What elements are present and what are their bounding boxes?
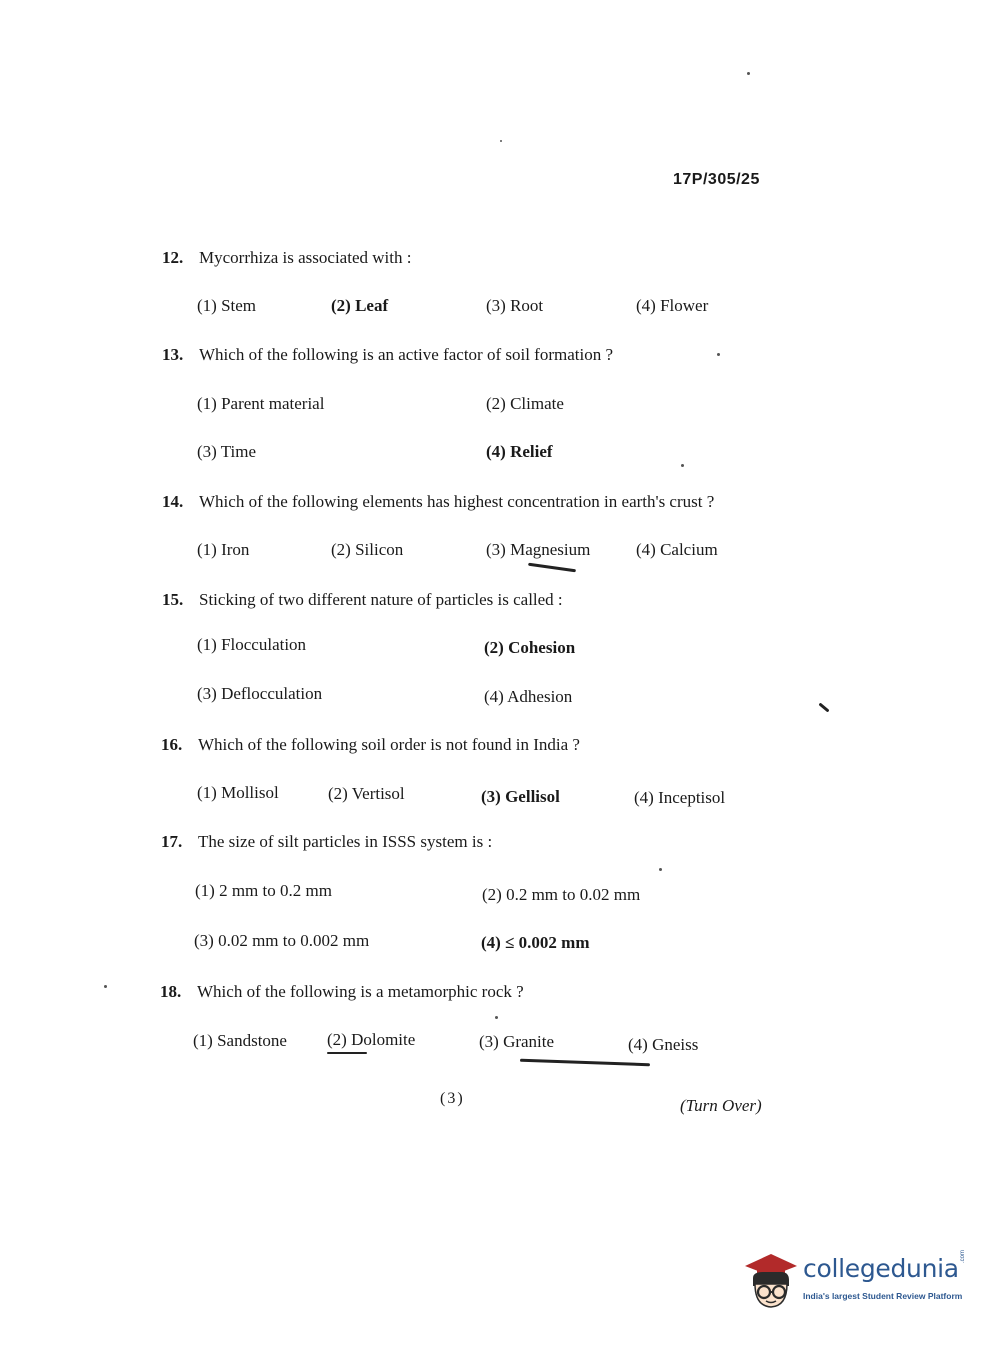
option: (3) Root <box>486 296 544 315</box>
question-number: 13. <box>162 345 184 364</box>
option: (4) Flower <box>636 296 709 315</box>
option: (4) Inceptisol <box>634 788 726 807</box>
brand-name: collegedunia <box>803 1254 959 1283</box>
paper-code: 17P/305/25 <box>673 171 760 188</box>
option: (4) ≤ 0.002 mm <box>481 933 590 952</box>
collegedunia-watermark <box>741 1248 971 1318</box>
question-number: 15. <box>162 590 184 609</box>
option: (2) Vertisol <box>328 784 405 803</box>
pen-underline <box>528 563 576 573</box>
scan-mark <box>818 702 829 712</box>
option: (4) Calcium <box>636 540 718 559</box>
scan-speck <box>495 1016 498 1019</box>
option: (2) Dolomite <box>327 1030 416 1049</box>
brand-tagline: India's largest Student Review Platform <box>803 1291 963 1301</box>
question-text: The size of silt particles in ISSS system is : <box>198 832 493 851</box>
brand-tld: .com <box>960 1249 966 1263</box>
question-number: 18. <box>160 982 182 1001</box>
option: (1) Stem <box>197 296 257 315</box>
question-text: Which of the following elements has highest concentration in earth's crust ? <box>199 492 715 511</box>
option: (3) 0.02 mm to 0.002 mm <box>194 931 370 950</box>
option: (1) Sandstone <box>193 1031 287 1050</box>
scan-speck <box>747 72 750 75</box>
question-number: 12. <box>162 248 184 267</box>
option: (1) 2 mm to 0.2 mm <box>195 881 332 900</box>
option: (2) Silicon <box>331 540 404 559</box>
option: (2) Cohesion <box>484 638 576 657</box>
option: (3) Time <box>197 442 257 461</box>
question-text: Which of the following soil order is not found in India ? <box>198 735 580 754</box>
option: (1) Parent material <box>197 394 325 413</box>
turn-over-note: (Turn Over) <box>680 1096 762 1115</box>
option: (3) Deflocculation <box>197 684 323 703</box>
option: (3) Magnesium <box>486 540 591 559</box>
scan-speck <box>717 353 720 356</box>
option: (2) Climate <box>486 394 564 413</box>
option: (2) Leaf <box>331 296 389 315</box>
question-text: Which of the following is an active factor of soil formation ? <box>199 345 614 364</box>
question-number: 14. <box>162 492 184 511</box>
question-text: Mycorrhiza is associated with : <box>199 248 412 267</box>
option: (1) Flocculation <box>197 635 307 654</box>
scan-speck <box>681 464 684 467</box>
question-text: Sticking of two different nature of particles is called : <box>199 590 563 609</box>
question-text: Which of the following is a metamorphic rock ? <box>197 982 524 1001</box>
option: (1) Mollisol <box>197 783 279 802</box>
question-number: 16. <box>161 735 183 754</box>
graduate-mascot-icon <box>741 1250 799 1310</box>
scan-speck <box>104 985 107 988</box>
option: (3) Gellisol <box>481 787 560 806</box>
option: (3) Granite <box>479 1032 555 1051</box>
option: (4) Relief <box>486 442 553 461</box>
pen-underline <box>327 1052 367 1054</box>
scan-speck <box>659 868 662 871</box>
option: (4) Gneiss <box>628 1035 699 1054</box>
pen-underline <box>520 1059 650 1067</box>
page-number: (3) <box>440 1090 465 1107</box>
option: (4) Adhesion <box>484 687 573 706</box>
question-number: 17. <box>161 832 183 851</box>
option: (2) 0.2 mm to 0.02 mm <box>482 885 641 904</box>
option: (1) Iron <box>197 540 250 559</box>
scan-speck <box>500 140 502 142</box>
